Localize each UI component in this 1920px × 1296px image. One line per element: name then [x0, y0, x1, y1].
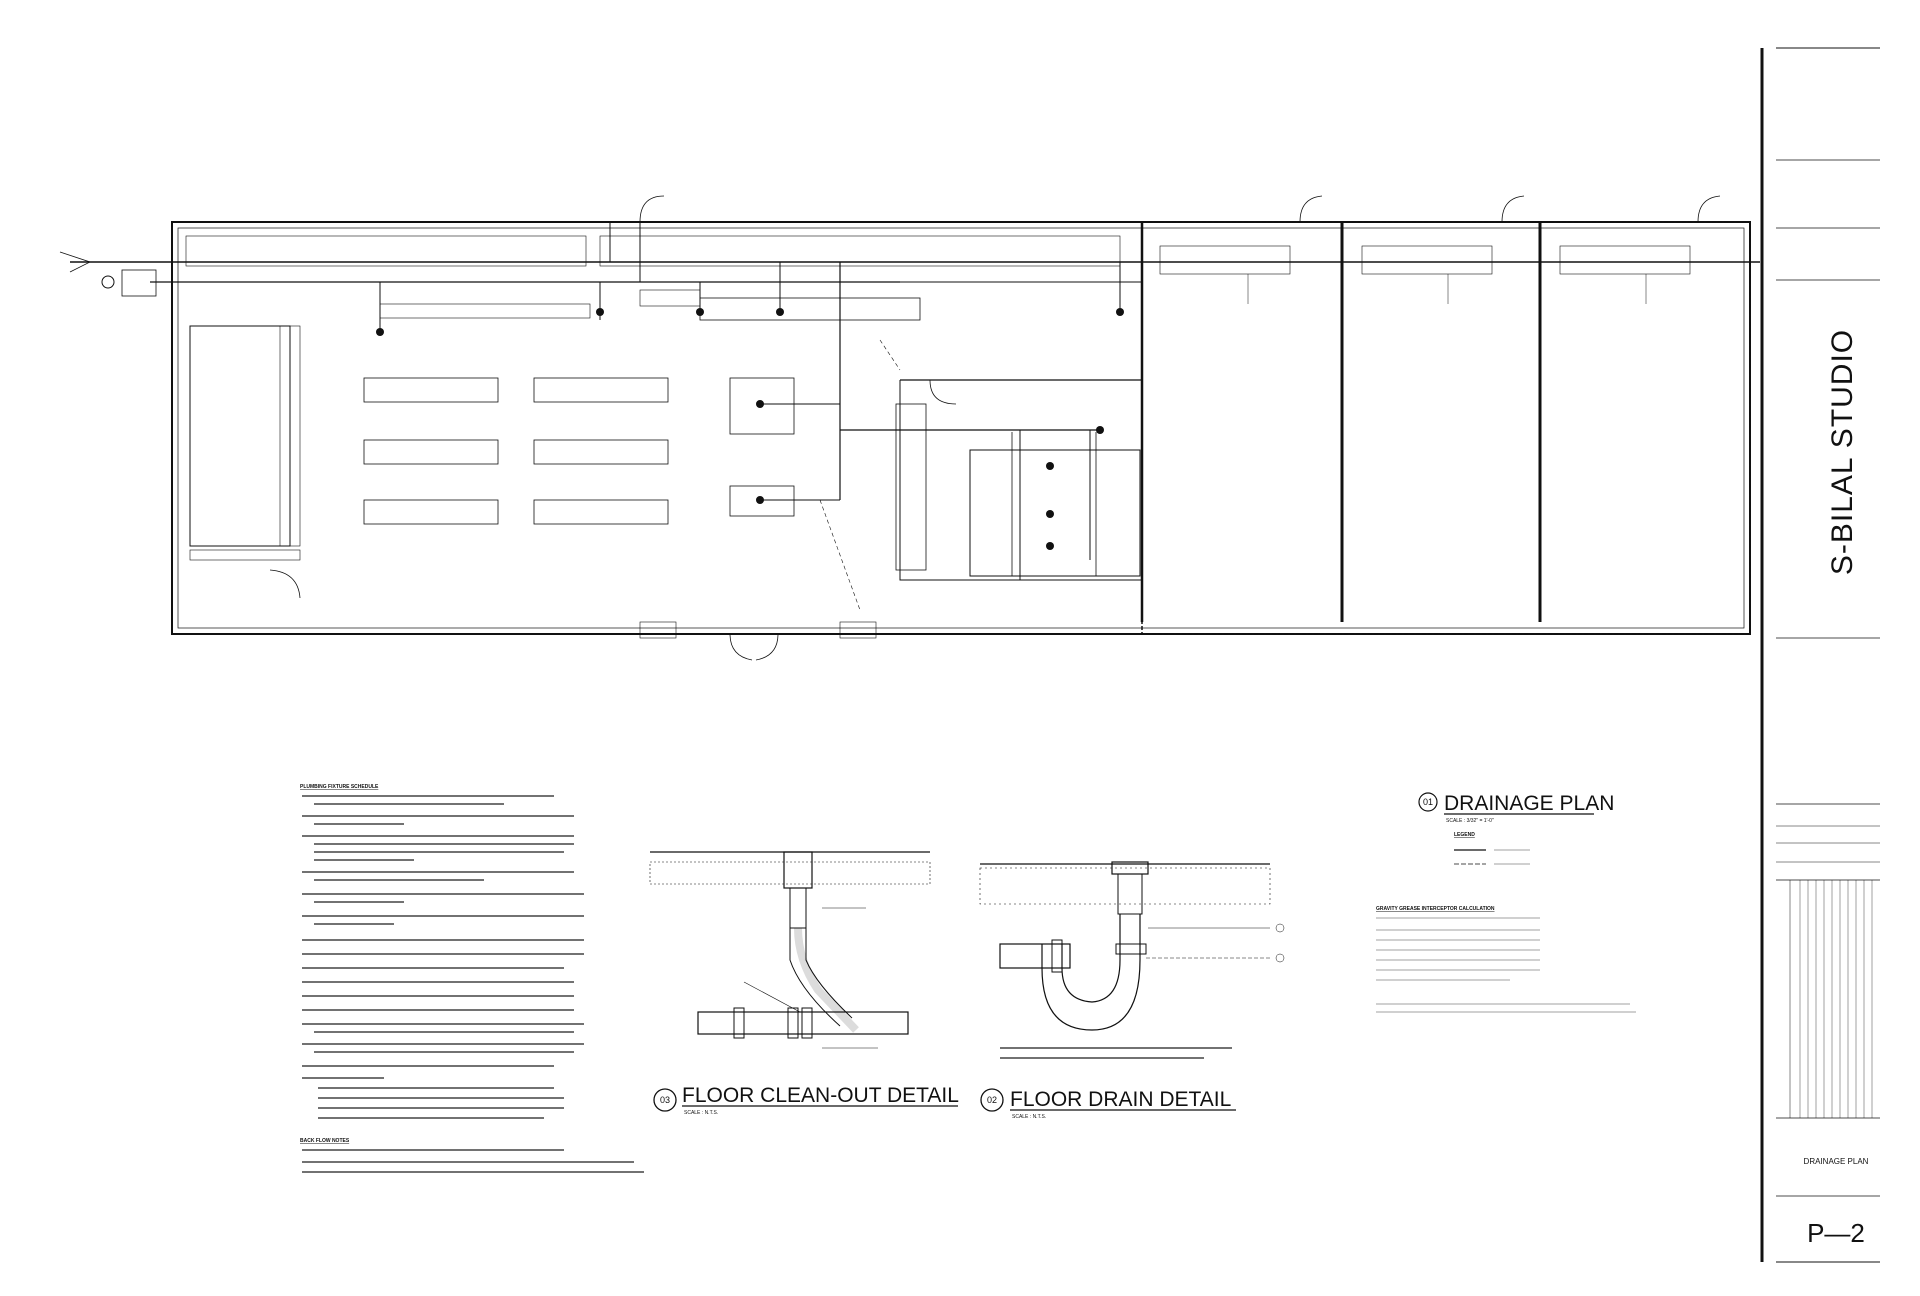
drain-branches — [380, 222, 1120, 610]
backflow-heading: BACK FLOW NOTES — [300, 1138, 350, 1144]
floor-drain-number: 02 — [986, 1095, 998, 1105]
cleanout-scale: SCALE : N.T.S. — [684, 1110, 719, 1116]
project-name: S-BILAL STUDIO — [1826, 328, 1859, 576]
display-shelves — [364, 378, 668, 524]
sheet-number: P—2 — [1807, 1218, 1865, 1248]
fixture-schedule — [300, 784, 644, 1172]
cleanout-detail — [650, 852, 959, 1116]
fixture-schedule-lines — [302, 796, 584, 1118]
plan-number: 01 — [1422, 797, 1434, 807]
legend-heading: LEGEND — [1454, 832, 1475, 838]
cleanout-title: FLOOR CLEAN-OUT DETAIL — [682, 1084, 959, 1107]
legend — [1454, 832, 1530, 864]
fixture-schedule-heading: PLUMBING FIXTURE SCHEDULE — [300, 784, 379, 790]
revision-grid — [1790, 880, 1872, 1118]
floor-plan — [60, 196, 1760, 660]
interceptor-heading: GRAVITY GREASE INTERCEPTOR CALCULATION — [1376, 906, 1495, 912]
floor-drain-title: FLOOR DRAIN DETAIL — [1010, 1088, 1232, 1111]
plan-scale: SCALE : 3/32" = 1'-0" — [1446, 818, 1494, 824]
sheet-title: DRAINAGE PLAN — [1803, 1157, 1869, 1166]
title-block — [1762, 48, 1880, 1262]
floor-drain-detail — [980, 862, 1284, 1120]
plan-title — [1419, 792, 1614, 824]
cleanout-number: 03 — [659, 1095, 671, 1105]
interceptor-calculation — [1376, 906, 1636, 1012]
backflow-lines — [302, 1150, 644, 1172]
plan-title-text: DRAINAGE PLAN — [1444, 792, 1615, 815]
floor-drain-scale: SCALE : N.T.S. — [1012, 1114, 1047, 1120]
